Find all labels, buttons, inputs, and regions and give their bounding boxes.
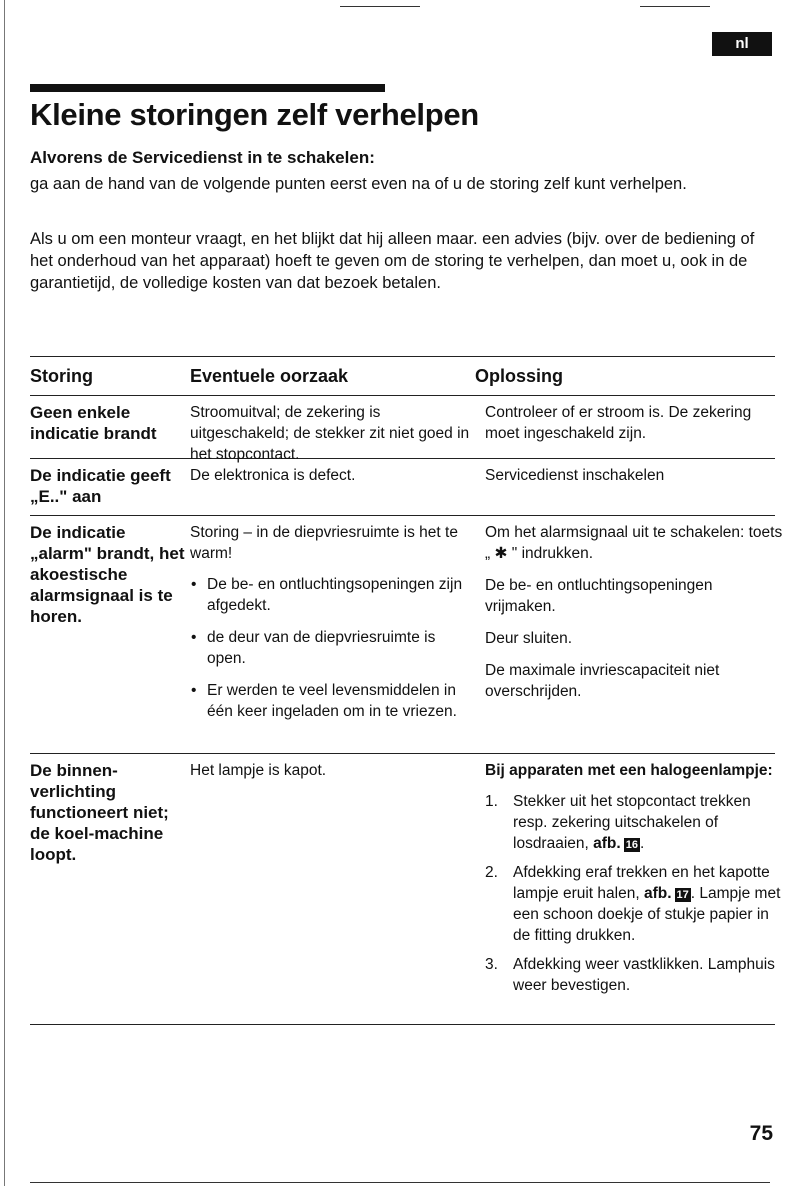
top-rule <box>340 6 420 7</box>
cause-bullet: • De be- en ontluchtingsopeningen zijn afgedekt. <box>190 574 475 616</box>
intro-paragraph: Als u om een monteur vraagt, en het blijkt dat hij alleen maar. een advies (bijv. over de bediening of het onderhoud van het apparaat) hoeft te geven om de storing te verhelpen, dan moet u, ook in de garantietijd, de volledige kosten van dat bezoek betalen. <box>30 230 755 292</box>
solution-step <box>485 862 785 946</box>
table-header-row <box>30 356 775 396</box>
step-number: 1. <box>485 793 498 810</box>
language-badge: nl <box>712 32 772 56</box>
header-oorzaak: Eventuele oorzaak <box>190 365 349 386</box>
solution-cell <box>485 760 795 1016</box>
cause-cell <box>190 522 485 745</box>
cause-cell: De elektronica is defect. <box>190 467 356 484</box>
header-oplossing: Oplossing <box>475 365 564 386</box>
solution-steps <box>485 791 785 996</box>
cause-bullet: • Er werden te veel levensmiddelen in één keer ingeladen om in te vriezen. <box>190 680 475 722</box>
solution-cell <box>485 522 795 745</box>
solution-cell: Controleer of er stroom is. De zekering moet ingeschakeld zijn. <box>485 404 752 442</box>
cause-bullet-list <box>190 574 475 722</box>
solution-cell: Servicedienst inschakelen <box>485 467 665 484</box>
header-storing: Storing <box>30 365 93 386</box>
troubleshooting-table <box>30 356 783 1025</box>
title-bar <box>30 84 385 92</box>
table-row <box>30 396 775 463</box>
step-number: 2. <box>485 864 498 881</box>
figure-reference: afb. <box>643 885 672 902</box>
bottom-rule <box>30 1182 770 1183</box>
solution-item: De be- en ontluchtingsopeningen vrijmaken. <box>485 577 713 615</box>
table-row <box>30 459 775 516</box>
solution-item: Om het alarmsignaal uit te schakelen: toets „ ✱ " indrukken. <box>485 524 783 562</box>
solution-item: De maximale invriescapaciteit niet overschrijden. <box>485 662 720 700</box>
step-text: Stekker uit het stopcontact trekken resp. zekering uitschakelen of losdraaien, afb. 16 . <box>513 793 751 852</box>
symptom-cell: Geen enkele indicatie brandt <box>30 403 157 443</box>
top-rule <box>640 6 710 7</box>
intro-paragraph: ga aan de hand van de volgende punten eerst even na of u de storing zelf kunt verhelpen. <box>30 175 687 193</box>
cause-cell: Het lampje is kapot. <box>190 762 327 779</box>
cause-intro: Storing – in de diepvriesruimte is het te warm! <box>190 524 458 562</box>
subheading: Alvorens de Servicedienst in te schakelen: <box>30 148 375 167</box>
page-title: Kleine storingen zelf verhelpen <box>30 97 479 132</box>
cause-cell: Stroomuitval; de zekering is uitgeschakeld; de stekker zit niet goed in het stopcontact. <box>190 404 470 463</box>
page-edge-line <box>4 0 5 1186</box>
figure-number-badge: 17 <box>676 889 689 901</box>
solution-step <box>485 791 785 854</box>
step-text: Afdekking weer vastklikken. Lamphuis weer bevestigen. <box>513 956 775 994</box>
table-row <box>30 754 781 1025</box>
solution-heading: Bij apparaten met een halogeenlampje: <box>485 762 773 779</box>
step-number: 3. <box>485 956 498 973</box>
cause-bullet: • de deur van de diepvriesruimte is open. <box>190 627 475 669</box>
symptom-cell: De indicatie geeft „E.." aan <box>30 466 171 506</box>
symptom-cell: De binnen-verlichting functioneert niet; de koel-machine loopt. <box>30 761 169 864</box>
symptom-cell: De indicatie „alarm" brandt, het akoestische alarmsignaal is te horen. <box>30 523 185 626</box>
page-number: 75 <box>749 1122 773 1145</box>
solution-step <box>485 954 785 996</box>
table-row <box>30 516 783 754</box>
figure-reference: afb. <box>593 835 621 852</box>
figure-number-badge: 16 <box>625 839 638 851</box>
solution-item: Deur sluiten. <box>485 630 573 647</box>
step-text: Afdekking eraf trekken en het kapotte lampje eruit halen, afb. 17 . Lampje met een schoon doekje of stukje papier in de fitting drukken. <box>513 864 781 944</box>
